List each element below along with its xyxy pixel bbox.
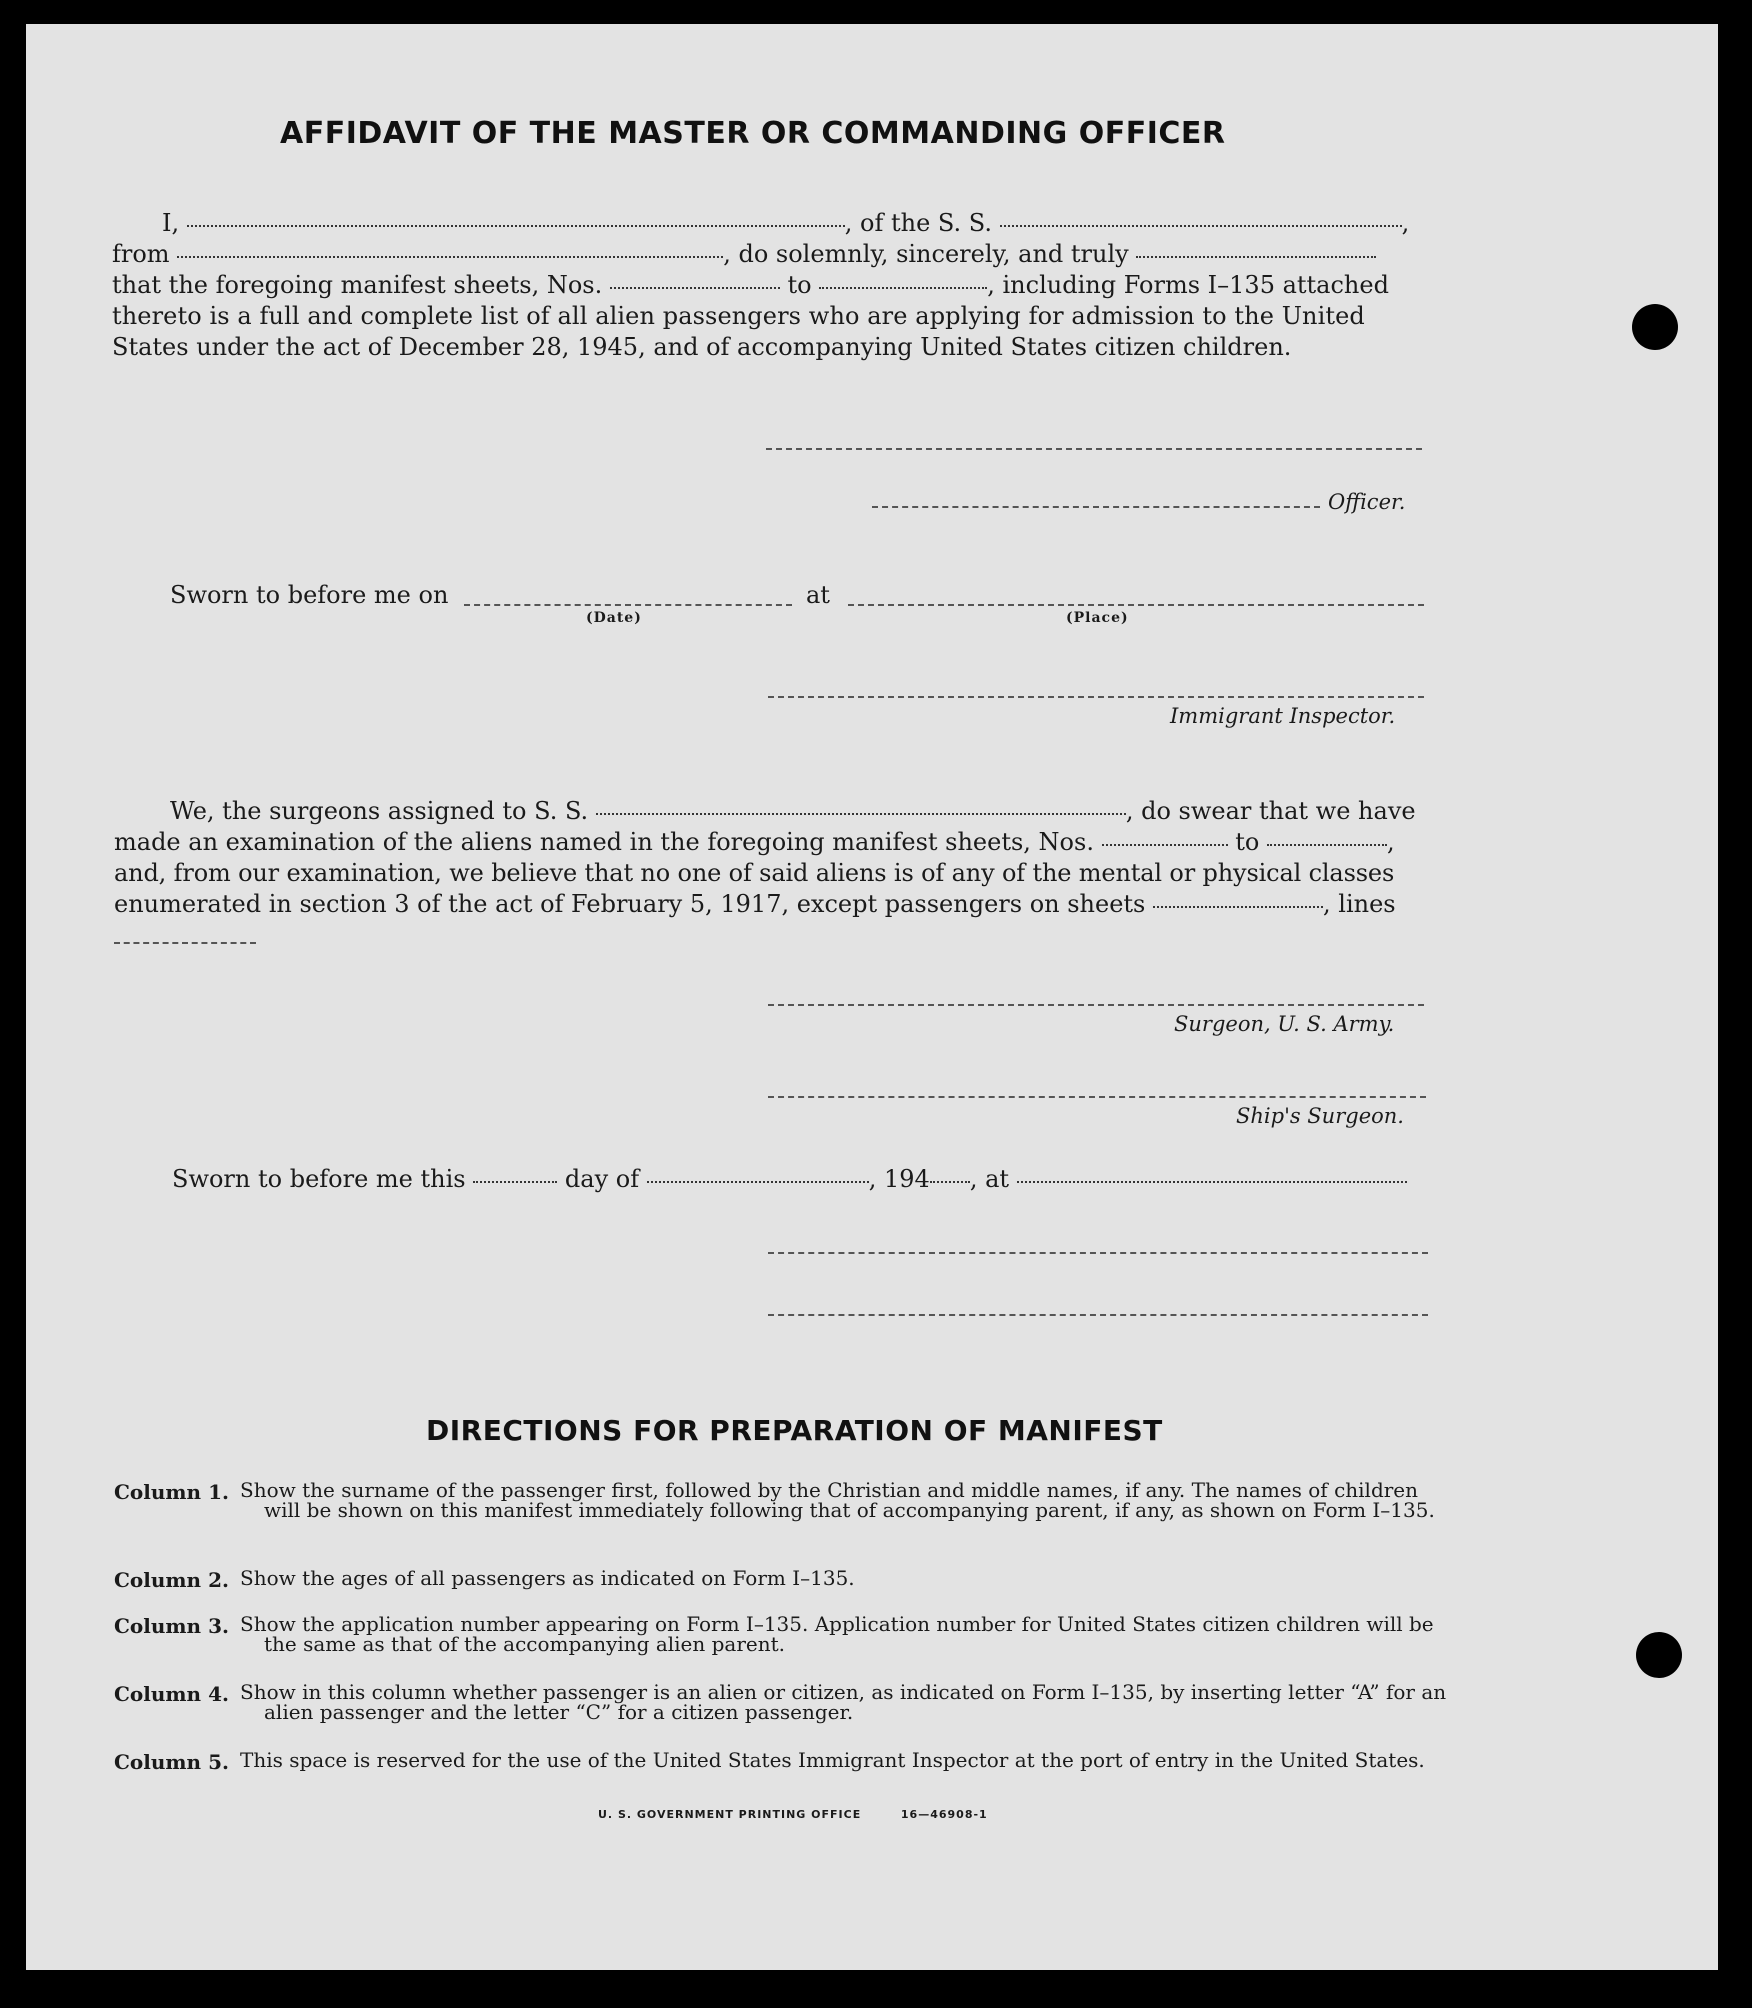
affidavit-line-3: that the foregoing manifest sheets, Nos. to , including Forms I–135 attached xyxy=(112,271,1389,299)
oath-blank[interactable] xyxy=(1136,256,1376,258)
form-page xyxy=(26,24,1718,1970)
direction-column-label: Column 3. xyxy=(114,1614,229,1638)
direction-column-text: Show the ages of all passengers as indicated on Form I–135. xyxy=(240,1566,855,1590)
direction-column-text: Show the application number appearing on Form I–135. Application number for United States citizen children will be the same as that of the accompanying alien parent. xyxy=(240,1612,1434,1656)
printer-name: U. S. GOVERNMENT PRINTING OFFICE xyxy=(598,1808,862,1821)
direction-column-label: Column 1. xyxy=(114,1480,229,1504)
sworn2-signature-line-2[interactable] xyxy=(768,1314,1428,1316)
sworn-at-label: at xyxy=(806,581,830,609)
sheet-to-blank[interactable] xyxy=(819,287,987,289)
punch-hole xyxy=(1632,304,1678,350)
surgeons-line-3: and, from our examination, we believe that no one of said aliens is of any of the mental or physical classes xyxy=(114,859,1395,887)
place-caption: (Place) xyxy=(1066,610,1129,626)
direction-column-text: Show in this column whether passenger is an alien or citizen, as indicated on Form I–135, by inserting letter “A” for an alien passenger and the letter “C” for a citizen passenger. xyxy=(240,1680,1447,1724)
sworn-year-blank[interactable] xyxy=(930,1181,970,1183)
sworn-this-line: Sworn to before me this day of , 194 , at xyxy=(172,1164,1407,1195)
officer-title-line[interactable] xyxy=(872,506,1320,508)
affidavit-title: AFFIDAVIT OF THE MASTER OR COMMANDING OFFICER xyxy=(280,116,1226,151)
affidavit-line-1: I, , of the S. S. , xyxy=(162,209,1410,237)
printer-imprint xyxy=(598,1808,988,1821)
exam-sheet-to-blank[interactable] xyxy=(1267,844,1387,846)
sworn-day-blank[interactable] xyxy=(473,1181,557,1183)
exam-sheet-from-blank[interactable] xyxy=(1102,844,1228,846)
sworn2-signature-line-1[interactable] xyxy=(768,1252,1428,1254)
punch-hole xyxy=(1636,1632,1682,1678)
sworn-place-line[interactable] xyxy=(848,604,1424,606)
except-sheets-blank[interactable] xyxy=(1153,906,1323,908)
sworn-date-line[interactable] xyxy=(464,604,792,606)
master-name-blank[interactable] xyxy=(187,225,845,227)
direction-column-label: Column 4. xyxy=(114,1682,229,1706)
except-lines-blank[interactable] xyxy=(114,942,256,944)
affidavit-line-2: from , do solemnly, sincerely, and truly xyxy=(112,239,1376,270)
surgeon-ship-blank[interactable] xyxy=(596,813,1126,815)
direction-column-label: Column 2. xyxy=(114,1568,229,1592)
affidavit-line-4: thereto is a full and complete list of all alien passengers who are applying for admission to the United xyxy=(112,302,1365,330)
direction-column-text: This space is reserved for the use of the United States Immigrant Inspector at the port of entry in the United States. xyxy=(240,1748,1425,1772)
direction-column-label: Column 5. xyxy=(114,1750,229,1774)
directions-title: DIRECTIONS FOR PREPARATION OF MANIFEST xyxy=(426,1414,1163,1447)
ship-name-blank[interactable] xyxy=(1000,225,1402,227)
surgeons-line-4: enumerated in section 3 of the act of February 5, 1917, except passengers on sheets , lines xyxy=(114,890,1396,918)
from-port-blank[interactable] xyxy=(177,256,723,258)
ship-surgeon-signature-line[interactable] xyxy=(768,1096,1426,1098)
inspector-label: Immigrant Inspector. xyxy=(1170,704,1396,728)
form-code: 16—46908-1 xyxy=(900,1808,988,1821)
date-caption: (Date) xyxy=(586,610,642,626)
sheet-from-blank[interactable] xyxy=(610,287,780,289)
affidavit-line-5: States under the act of December 28, 1945, and of accompanying United States citizen children. xyxy=(112,333,1292,361)
surgeons-line-2: made an examination of the aliens named in the foregoing manifest sheets, Nos. to , xyxy=(114,828,1395,856)
inspector-signature-line[interactable] xyxy=(768,696,1424,698)
army-surgeon-signature-line[interactable] xyxy=(768,1004,1424,1006)
sworn-month-blank[interactable] xyxy=(647,1181,869,1183)
ship-surgeon-label: Ship's Surgeon. xyxy=(1236,1104,1404,1128)
surgeons-line-1: We, the surgeons assigned to S. S. , do swear that we have xyxy=(170,797,1416,825)
sworn-place-blank[interactable] xyxy=(1017,1181,1407,1183)
officer-label: Officer. xyxy=(1328,490,1406,514)
army-surgeon-label: Surgeon, U. S. Army. xyxy=(1174,1012,1395,1036)
direction-column-text: Show the surname of the passenger first, followed by the Christian and middle names, if any. The names of children will be shown on this manifest immediately following that of accompanying parent, if any, as shown on Form I–135. xyxy=(240,1478,1435,1522)
master-signature-line[interactable] xyxy=(766,448,1422,450)
sworn-on-label: Sworn to before me on xyxy=(170,581,449,609)
